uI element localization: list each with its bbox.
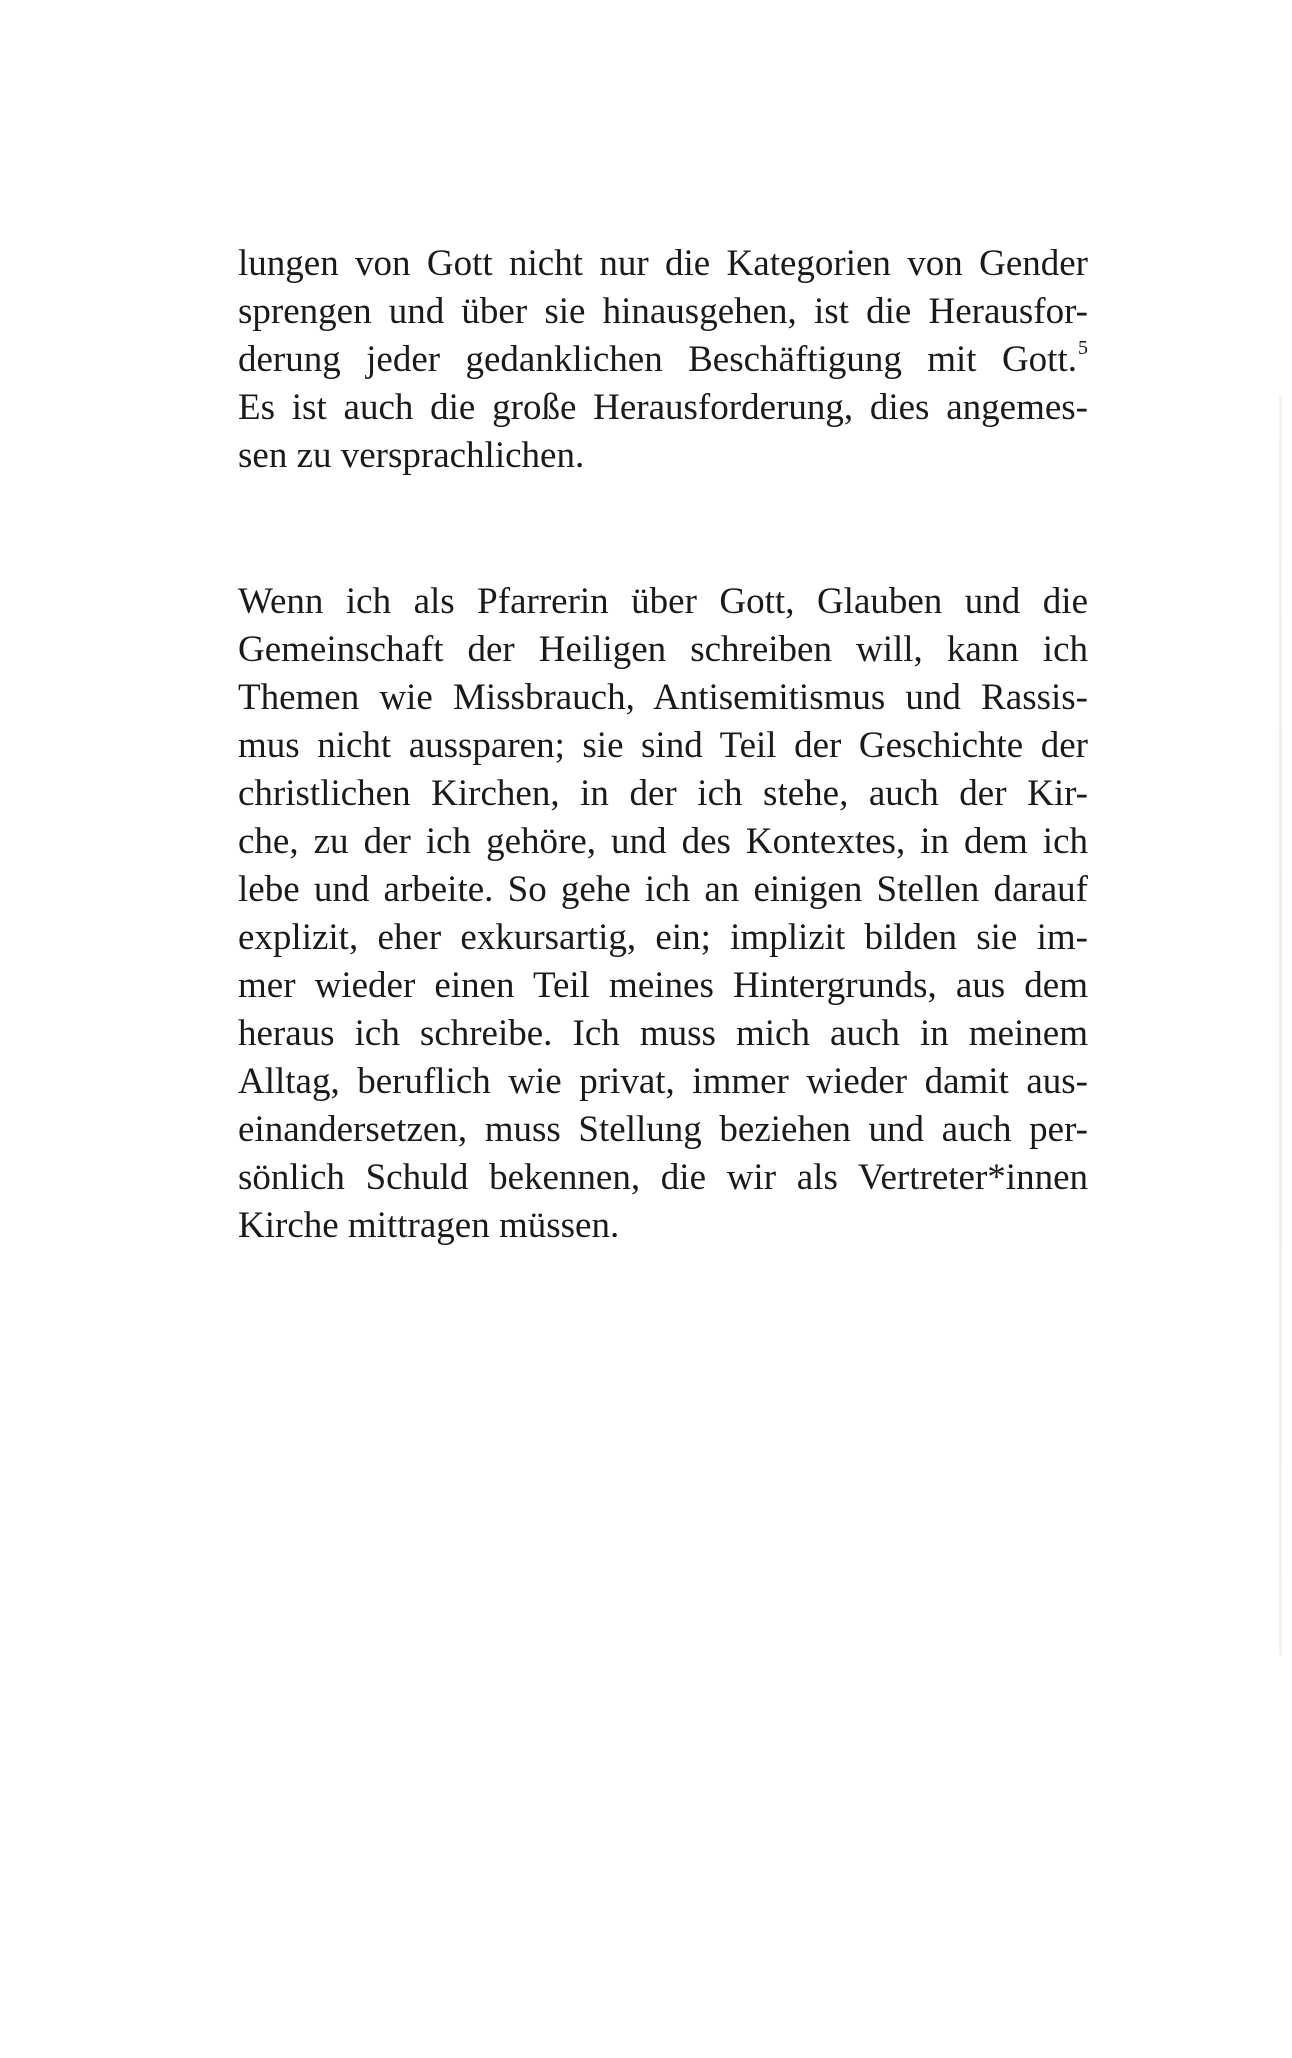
text-line: heraus ich schreibe. Ich muss mich auch in meinem	[238, 1013, 1088, 1054]
text-line: christlichen Kirchen, in der ich stehe, auch der Kir-	[238, 773, 1088, 814]
footnote-marker[interactable]: 5	[1078, 336, 1088, 359]
paragraph-spacer	[238, 480, 1088, 578]
text-line: sprengen und über sie hinausgehen, ist die Herausfor-	[238, 291, 1088, 332]
text-line: Gemeinschaft der Heiligen schreiben will, kann ich	[238, 629, 1088, 670]
text-line: einandersetzen, muss Stellung beziehen und auch per-	[238, 1109, 1088, 1150]
paragraph-2	[238, 578, 1088, 1250]
text-line-content: derung jeder gedanklichen Beschäftigung mit Gott.	[238, 339, 1077, 380]
text-line-last: sen zu versprachlichen.	[238, 435, 585, 476]
page-edge-shadow	[1279, 395, 1282, 1655]
text-line: lebe und arbeite. So gehe ich an einigen Stellen darauf	[238, 869, 1088, 910]
text-line: explizit, eher exkursartig, ein; implizit bilden sie im-	[238, 917, 1088, 958]
text-line-with-footnote	[238, 336, 1088, 384]
text-line: sönlich Schuld bekennen, die wir als Vertreter*innen	[238, 1157, 1088, 1198]
text-line: Themen wie Missbrauch, Antisemitismus und Rassis-	[238, 677, 1088, 718]
text-line: Es ist auch die große Herausforderung, dies angemes-	[238, 387, 1088, 428]
paragraph-1	[238, 240, 1088, 480]
body-text	[238, 240, 1088, 1250]
text-line: Alltag, beruflich wie privat, immer wieder damit aus-	[238, 1061, 1088, 1102]
text-line: lungen von Gott nicht nur die Kategorien von Gender	[238, 243, 1088, 284]
text-line: mus nicht aussparen; sie sind Teil der Geschichte der	[238, 725, 1088, 766]
text-line-last: Kirche mittragen müssen.	[238, 1205, 620, 1246]
text-line: che, zu der ich gehöre, und des Kontextes, in dem ich	[238, 821, 1088, 862]
text-line: mer wieder einen Teil meines Hintergrunds, aus dem	[238, 965, 1088, 1006]
text-line: Wenn ich als Pfarrerin über Gott, Glauben und die	[238, 581, 1088, 622]
